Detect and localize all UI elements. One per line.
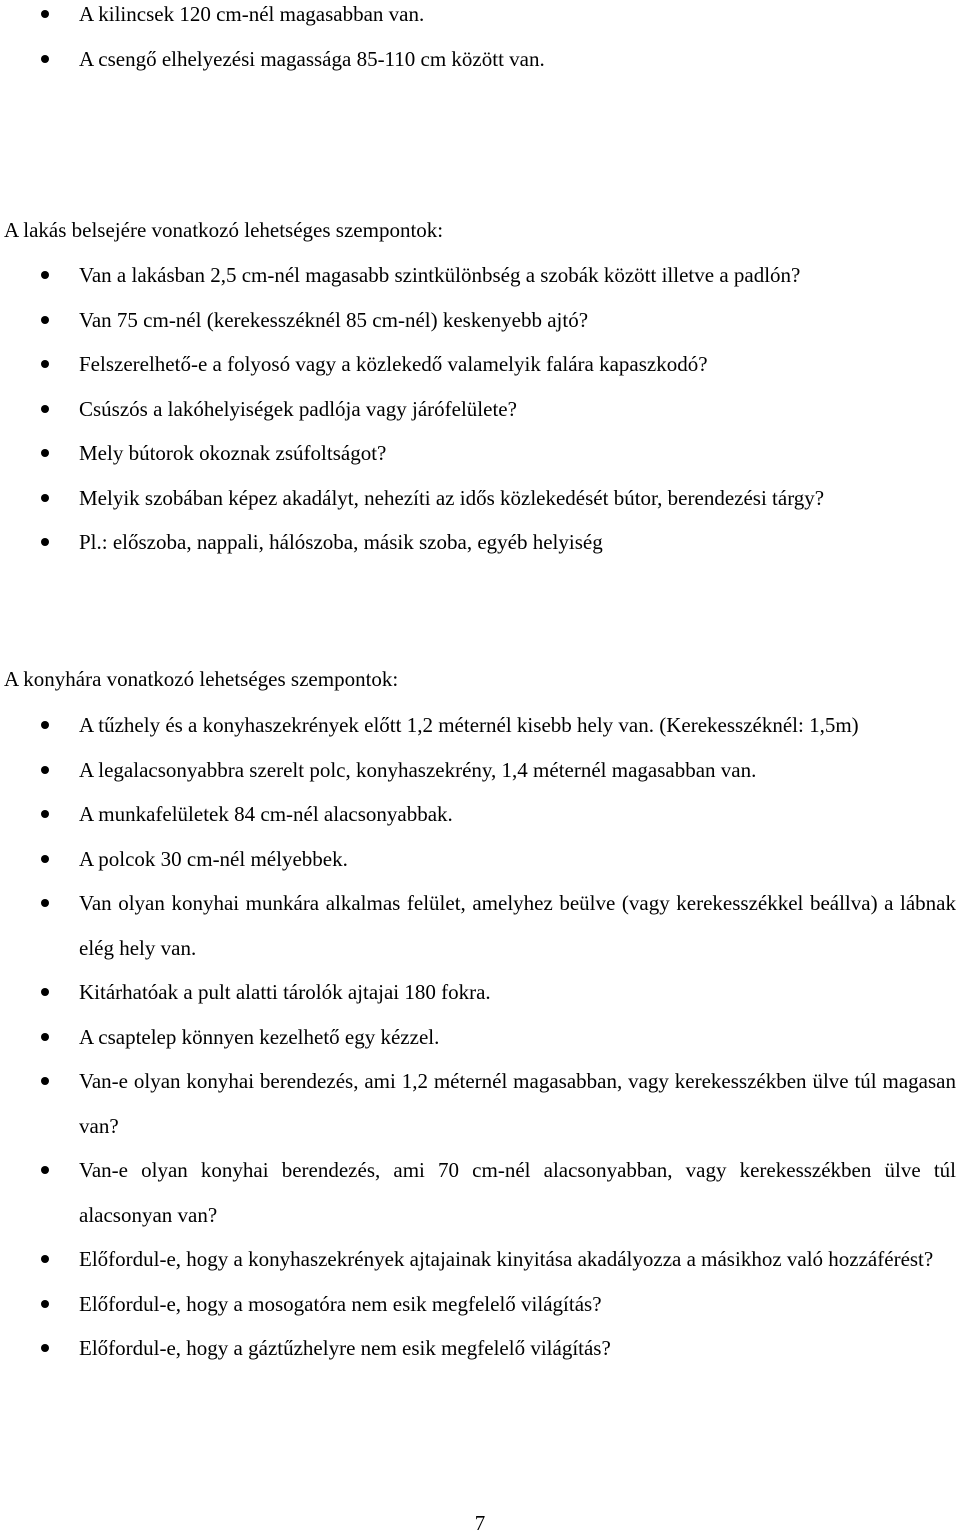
list-item: Kitárhatóak a pult alatti tárolók ajtajai 180 fokra. xyxy=(0,970,960,1015)
list-item: A legalacsonyabbra szerelt polc, konyhaszekrény, 1,4 méternél magasabban van. xyxy=(0,748,960,793)
list-item: Van 75 cm-nél (kerekesszéknél 85 cm-nél) keskenyebb ajtó? xyxy=(0,298,960,343)
list-item: Előfordul-e, hogy a mosogatóra nem esik megfelelő világítás? xyxy=(0,1282,960,1327)
apartment-bullet-list-block xyxy=(0,253,960,565)
list-item: A tűzhely és a konyhaszekrények előtt 1,2 méternél kisebb hely van. (Kerekesszéknél: 1,5m) xyxy=(0,703,960,748)
section-heading-kitchen: A konyhára vonatkozó lehetséges szempontok: xyxy=(4,667,399,691)
list-item: A csengő elhelyezési magassága 85-110 cm között van. xyxy=(0,37,960,82)
list-item: Felszerelhető-e a folyosó vagy a közlekedő valamelyik falára kapaszkodó? xyxy=(0,342,960,387)
list-item: Pl.: előszoba, nappali, hálószoba, másik szoba, egyéb helyiség xyxy=(0,520,960,565)
list-item: Melyik szobában képez akadályt, nehezíti az idős közlekedését bútor, berendezési tárgy? xyxy=(0,476,960,521)
list-item: A csaptelep könnyen kezelhető egy kézzel. xyxy=(0,1015,960,1060)
list-item: Van olyan konyhai munkára alkalmas felület, amelyhez beülve (vagy kerekesszékkel beállva) a lábnak elég hely van. xyxy=(0,881,960,970)
list-item: Van-e olyan konyhai berendezés, ami 1,2 méternél magasabban, vagy kerekesszékben ülve túl magasan van? xyxy=(0,1059,960,1148)
list-item: Előfordul-e, hogy a konyhaszekrények ajtajainak kinyitása akadályozza a másikhoz való hozzáférést? xyxy=(0,1237,960,1282)
kitchen-bullet-list xyxy=(0,703,960,1371)
kitchen-bullet-list-block xyxy=(0,703,960,1371)
list-item: Mely bútorok okoznak zsúfoltságot? xyxy=(0,431,960,476)
list-item: Csúszós a lakóhelyiségek padlója vagy járófelülete? xyxy=(0,387,960,432)
top-bullet-list-block xyxy=(0,0,960,81)
section-heading-apartment: A lakás belsejére vonatkozó lehetséges szempontok: xyxy=(4,218,444,242)
page-number: 7 xyxy=(474,1511,486,1535)
list-item: A kilincsek 120 cm-nél magasabban van. xyxy=(0,0,960,37)
list-item: Van a lakásban 2,5 cm-nél magasabb szintkülönbség a szobák között illetve a padlón? xyxy=(0,253,960,298)
list-item: A munkafelületek 84 cm-nél alacsonyabbak. xyxy=(0,792,960,837)
list-item: A polcok 30 cm-nél mélyebbek. xyxy=(0,837,960,882)
apartment-bullet-list xyxy=(0,253,960,565)
list-item: Előfordul-e, hogy a gáztűzhelyre nem esik megfelelő világítás? xyxy=(0,1326,960,1371)
top-bullet-list xyxy=(0,0,960,81)
list-item: Van-e olyan konyhai berendezés, ami 70 cm-nél alacsonyabban, vagy kerekesszékben ülve túl alacsonyan van? xyxy=(0,1148,960,1237)
